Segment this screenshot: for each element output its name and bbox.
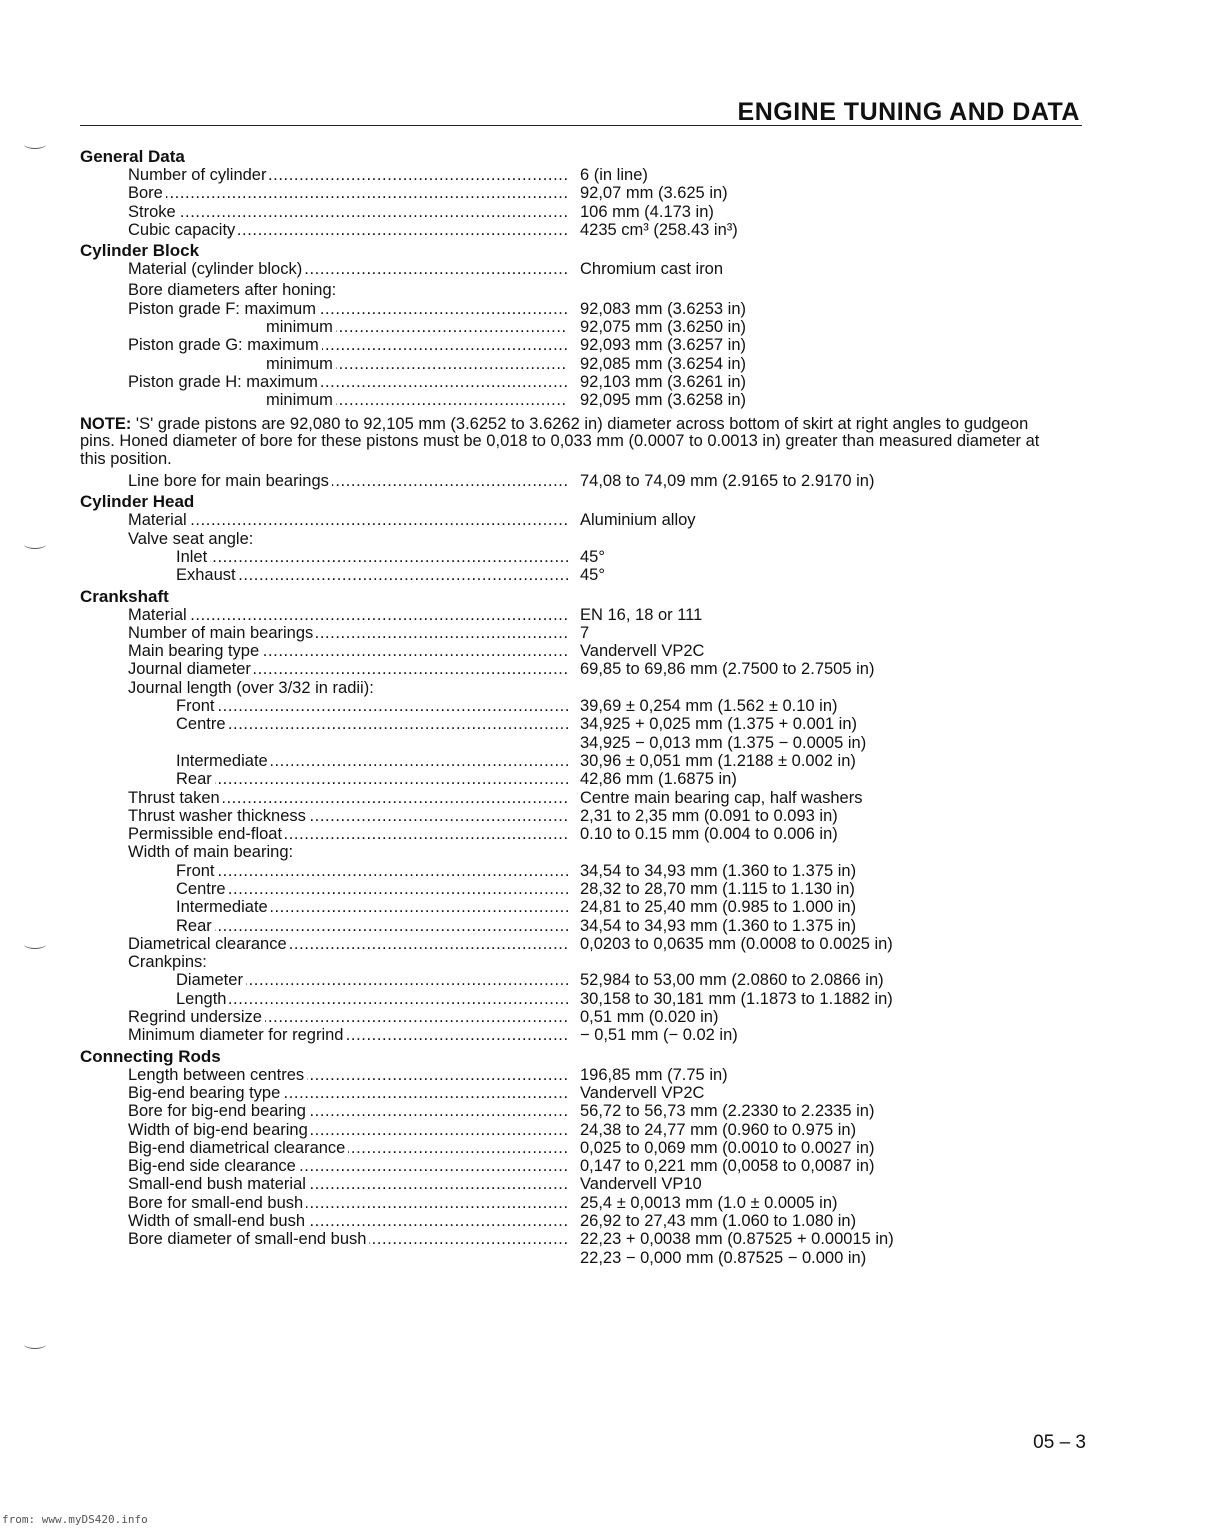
spec-row (80, 391, 1090, 409)
spec-label (128, 606, 568, 624)
spec-label-text: Journal diameter (128, 660, 254, 678)
spec-label (176, 715, 568, 733)
spec-row (80, 184, 1090, 202)
spec-label (128, 1121, 568, 1139)
spec-row (80, 752, 1090, 770)
footer-url: from: www.myDS420.info (2, 1513, 148, 1526)
spec-value: Vandervell VP2C (580, 1083, 705, 1102)
spec-row (80, 1084, 1090, 1102)
spec-label (176, 862, 568, 880)
margin-mark (24, 940, 46, 949)
spec-value: 0,147 to 0,221 mm (0,0058 to 0,0087 in) (580, 1157, 875, 1176)
spec-label (128, 221, 568, 239)
spec-label-text: Intermediate (176, 898, 271, 916)
spec-row (80, 260, 1090, 278)
spec-label (128, 1194, 568, 1212)
spec-label-text: Thrust taken (128, 789, 223, 807)
spec-value: Aluminium alloy (580, 511, 696, 530)
spec-label-text: Big-end diametrical clearance (128, 1139, 348, 1157)
spec-value: 92,103 mm (3.6261 in) (580, 372, 747, 391)
spec-label-text: Big-end bearing type (128, 1084, 283, 1102)
spec-label-text: Main bearing type (128, 642, 262, 660)
section-title: Connecting Rods (80, 1046, 221, 1066)
note-text: 'S' grade pistons are 92,080 to 92,105 mm (3.6252 to 3.6262 in) diameter across bottom of skirt at right angles to gudgeon pins. Honed diameter of bore for these pistons must be 0,018 to 0,033 mm (0.0007 to 0.0013 in) greater than measured diameter at this position. (80, 414, 1040, 468)
spec-value: 34,925 + 0,025 mm (1.375 + 0.001 in) (580, 715, 858, 734)
spec-value: 0,0203 to 0,0635 mm (0.0008 to 0.0025 in) (580, 934, 893, 953)
spec-row (80, 660, 1090, 678)
spec-label (176, 697, 568, 715)
spec-row (80, 953, 1090, 971)
spec-row (80, 1230, 1090, 1248)
spec-row (80, 355, 1090, 373)
spec-row (80, 715, 1090, 733)
spec-value: 42,86 mm (1.6875 in) (580, 770, 737, 789)
spec-label-text: Front (176, 697, 218, 715)
spec-row (80, 624, 1090, 642)
spec-label (128, 373, 568, 391)
spec-content (80, 145, 1090, 1267)
spec-label (128, 184, 568, 202)
spec-label (128, 935, 568, 953)
spec-row (80, 862, 1090, 880)
spec-label-text: Bore diameters after honing: (128, 281, 339, 299)
spec-label-text: Stroke (128, 203, 179, 221)
spec-row (80, 1212, 1090, 1230)
spec-value: 92,07 mm (3.625 in) (580, 184, 728, 203)
spec-label-text: Rear (176, 770, 215, 788)
spec-value: 92,085 mm (3.6254 in) (580, 354, 747, 373)
spec-label-text: Length (176, 990, 229, 1008)
spec-label (128, 843, 1028, 861)
spec-label (128, 1008, 568, 1026)
spec-row (80, 807, 1090, 825)
spec-label-text: Width of big-end bearing (128, 1121, 311, 1139)
spec-row (80, 530, 1090, 548)
spec-label (128, 807, 568, 825)
spec-value: 0,51 mm (0.020 in) (580, 1008, 719, 1027)
spec-row (80, 789, 1090, 807)
spec-value: 24,81 to 25,40 mm (0.985 to 1.000 in) (580, 898, 857, 917)
spec-value: 30,96 ± 0,051 mm (1.2188 ± 0.002 in) (580, 751, 856, 770)
page-header-title: ENGINE TUNING AND DATA (737, 98, 1080, 126)
spec-row (80, 770, 1090, 788)
spec-row (80, 1066, 1090, 1084)
spec-label-text: Intermediate (176, 752, 271, 770)
spec-value: 6 (in line) (580, 166, 648, 184)
spec-row (80, 679, 1090, 697)
spec-value: Vandervell VP2C (580, 642, 705, 661)
spec-row (80, 1139, 1090, 1157)
spec-label-text: Line bore for main bearings (128, 472, 332, 490)
spec-label (128, 789, 568, 807)
spec-row (80, 511, 1090, 529)
spec-value: 74,08 to 74,09 mm (2.9165 to 2.9170 in) (580, 472, 875, 491)
spec-row (80, 300, 1090, 318)
spec-label-text (176, 734, 179, 752)
spec-label (266, 355, 568, 373)
spec-label (128, 530, 1028, 548)
spec-label-text: Diameter (176, 971, 246, 989)
spec-row (80, 843, 1090, 861)
spec-label (266, 318, 568, 336)
spec-label (128, 260, 568, 278)
spec-label-text: Length between centres (128, 1066, 307, 1084)
spec-value: 0.10 to 0.15 mm (0.004 to 0.006 in) (580, 825, 838, 844)
spec-label-text: Journal length (over 3/32 in radii): (128, 679, 377, 697)
spec-row (80, 880, 1090, 898)
spec-label-text: Thrust washer thickness (128, 807, 309, 825)
spec-label (128, 1157, 568, 1175)
spec-label-text: Piston grade G: maximum (128, 336, 322, 354)
spec-row (80, 566, 1090, 584)
spec-value: 92,095 mm (3.6258 in) (580, 391, 747, 410)
spec-value: 92,075 mm (3.6250 in) (580, 318, 747, 337)
spec-label (128, 300, 568, 318)
spec-value: Vandervell VP10 (580, 1175, 702, 1194)
spec-label-text: Cubic capacity (128, 221, 238, 239)
spec-label-text: Bore diameter of small-end bush (128, 1230, 369, 1248)
spec-value: 26,92 to 27,43 mm (1.060 to 1.080 in) (580, 1212, 857, 1231)
spec-label (128, 281, 1028, 299)
spec-value: 52,984 to 53,00 mm (2.0860 to 2.0866 in) (580, 971, 884, 990)
spec-row (80, 935, 1090, 953)
spec-label (128, 511, 568, 529)
spec-value: 92,093 mm (3.6257 in) (580, 336, 747, 355)
note-paragraph (80, 416, 1040, 469)
spec-label (128, 166, 568, 184)
spec-row (80, 990, 1090, 1008)
spec-value: 24,38 to 24,77 mm (0.960 to 0.975 in) (580, 1120, 857, 1139)
spec-label-text: minimum (266, 391, 336, 409)
spec-label (128, 203, 568, 221)
spec-row (80, 1194, 1090, 1212)
spec-row (80, 1249, 1090, 1267)
spec-label-text: Number of cylinder (128, 166, 269, 184)
spec-label (128, 1230, 568, 1248)
spec-label (176, 548, 568, 566)
spec-label (176, 770, 568, 788)
spec-label (128, 624, 568, 642)
section-title: Cylinder Block (80, 241, 200, 261)
spec-label (128, 336, 568, 354)
spec-row (80, 166, 1090, 184)
spec-label-text: Bore for small-end bush (128, 1194, 306, 1212)
spec-row (80, 1157, 1090, 1175)
spec-row (80, 1102, 1090, 1120)
spec-value: 28,32 to 28,70 mm (1.115 to 1.130 in) (580, 880, 855, 898)
spec-label (128, 1139, 568, 1157)
spec-row (80, 642, 1090, 660)
spec-value: 22,23 − 0,000 mm (0.87525 − 0.000 in) (580, 1248, 867, 1267)
spec-value: 45° (580, 566, 605, 585)
spec-value: 39,69 ± 0,254 mm (1.562 ± 0.10 in) (580, 697, 838, 716)
spec-label (176, 990, 568, 1008)
spec-label (128, 642, 568, 660)
spec-row (80, 734, 1090, 752)
spec-label-text: Big-end side clearance (128, 1157, 299, 1175)
spec-label-text: Centre (176, 715, 229, 733)
spec-row (80, 336, 1090, 354)
spec-label-text: Rear (176, 917, 215, 935)
spec-label-text: Permissible end-float (128, 825, 285, 843)
spec-row (80, 1121, 1090, 1139)
header-rule (80, 125, 1082, 126)
spec-label (176, 566, 568, 584)
spec-value: 7 (580, 623, 590, 642)
spec-row (80, 472, 1090, 490)
spec-label-text: Number of main bearings (128, 624, 316, 642)
spec-row (80, 548, 1090, 566)
spec-label (128, 953, 1028, 971)
spec-label-text: Material (128, 511, 190, 529)
spec-label-text: Inlet (176, 548, 210, 566)
spec-value: 69,85 to 69,86 mm (2.7500 to 2.7505 in) (580, 660, 875, 679)
spec-label (128, 825, 568, 843)
spec-value: Chromium cast iron (580, 260, 724, 279)
spec-label (176, 880, 568, 898)
spec-label (128, 1026, 568, 1044)
spec-row (80, 203, 1090, 221)
spec-label-text: minimum (266, 318, 336, 336)
spec-label-text: Front (176, 862, 218, 880)
spec-value: 22,23 + 0,0038 mm (0.87525 + 0.00015 in) (580, 1230, 894, 1249)
spec-label-text: Material (cylinder block) (128, 260, 305, 278)
spec-label-text: Width of main bearing: (128, 843, 296, 861)
spec-label (128, 1249, 1028, 1267)
spec-value: 45° (580, 547, 605, 566)
spec-label-text (128, 1249, 131, 1267)
spec-label-text: Piston grade H: maximum (128, 373, 321, 391)
spec-label (266, 391, 568, 409)
spec-label-text: Valve seat angle: (128, 530, 256, 548)
spec-row (80, 1026, 1090, 1044)
spec-label-text: Regrind undersize (128, 1008, 265, 1026)
spec-value: 196,85 mm (7.75 in) (580, 1065, 728, 1084)
spec-label (128, 1175, 568, 1193)
spec-value: 92,083 mm (3.6253 in) (580, 299, 747, 318)
spec-value: 34,925 − 0,013 mm (1.375 − 0.0005 in) (580, 733, 867, 752)
spec-row (80, 917, 1090, 935)
spec-label-text: Bore for big-end bearing (128, 1102, 309, 1120)
spec-label (128, 679, 1028, 697)
spec-label (128, 1102, 568, 1120)
spec-row (80, 898, 1090, 916)
spec-row (80, 318, 1090, 336)
spec-label-text: Material (128, 606, 190, 624)
spec-label (128, 660, 568, 678)
spec-value: 0,025 to 0,069 mm (0.0010 to 0.0027 in) (580, 1138, 875, 1157)
spec-label (128, 1066, 568, 1084)
spec-label (176, 971, 568, 989)
margin-mark (24, 140, 46, 149)
spec-row (80, 825, 1090, 843)
margin-mark (24, 540, 46, 549)
spec-row (80, 221, 1090, 239)
spec-label-text: Piston grade F: maximum (128, 300, 319, 318)
spec-row (80, 1175, 1090, 1193)
spec-label-text: Diametrical clearance (128, 935, 290, 953)
spec-value: 2,31 to 2,35 mm (0.091 to 0.093 in) (580, 806, 838, 825)
spec-value: 30,158 to 30,181 mm (1.1873 to 1.1882 in) (580, 989, 893, 1008)
section-title: General Data (80, 147, 185, 166)
spec-value: 34,54 to 34,93 mm (1.360 to 1.375 in) (580, 861, 857, 880)
spec-value: 25,4 ± 0,0013 mm (1.0 ± 0.0005 in) (580, 1193, 838, 1212)
spec-label (128, 1084, 568, 1102)
spec-value: EN 16, 18 or 111 (580, 605, 703, 624)
spec-value: Centre main bearing cap, half washers (580, 788, 863, 807)
spec-label-text: Crankpins: (128, 953, 210, 971)
spec-label-text: minimum (266, 355, 336, 373)
spec-row (80, 697, 1090, 715)
spec-value: 106 mm (4.173 in) (580, 202, 714, 221)
note-label: NOTE: (80, 414, 132, 433)
spec-label-text: Width of small-end bush (128, 1212, 308, 1230)
spec-label-text: Bore (128, 184, 166, 202)
spec-row (80, 1008, 1090, 1026)
spec-label (176, 917, 568, 935)
spec-label (176, 752, 568, 770)
spec-value: − 0,51 mm (− 0.02 in) (580, 1026, 738, 1045)
spec-label (128, 472, 568, 490)
spec-label (128, 1212, 568, 1230)
section-title: Crankshaft (80, 586, 169, 606)
spec-value: 4235 cm³ (258.43 in³) (580, 220, 738, 239)
section-title: Cylinder Head (80, 492, 195, 512)
spec-label-text: Minimum diameter for regrind (128, 1026, 346, 1044)
margin-mark (24, 1340, 46, 1349)
spec-label-text: Small-end bush material (128, 1175, 309, 1193)
spec-row (80, 606, 1090, 624)
spec-label (176, 898, 568, 916)
spec-value: 34,54 to 34,93 mm (1.360 to 1.375 in) (580, 916, 857, 935)
spec-label-text: Exhaust (176, 566, 239, 584)
page-number: 05 – 3 (1033, 1432, 1086, 1453)
spec-value: 56,72 to 56,73 mm (2.2330 to 2.2335 in) (580, 1102, 875, 1121)
spec-row (80, 281, 1090, 299)
spec-row (80, 373, 1090, 391)
spec-label-text: Centre (176, 880, 229, 898)
spec-row (80, 971, 1090, 989)
